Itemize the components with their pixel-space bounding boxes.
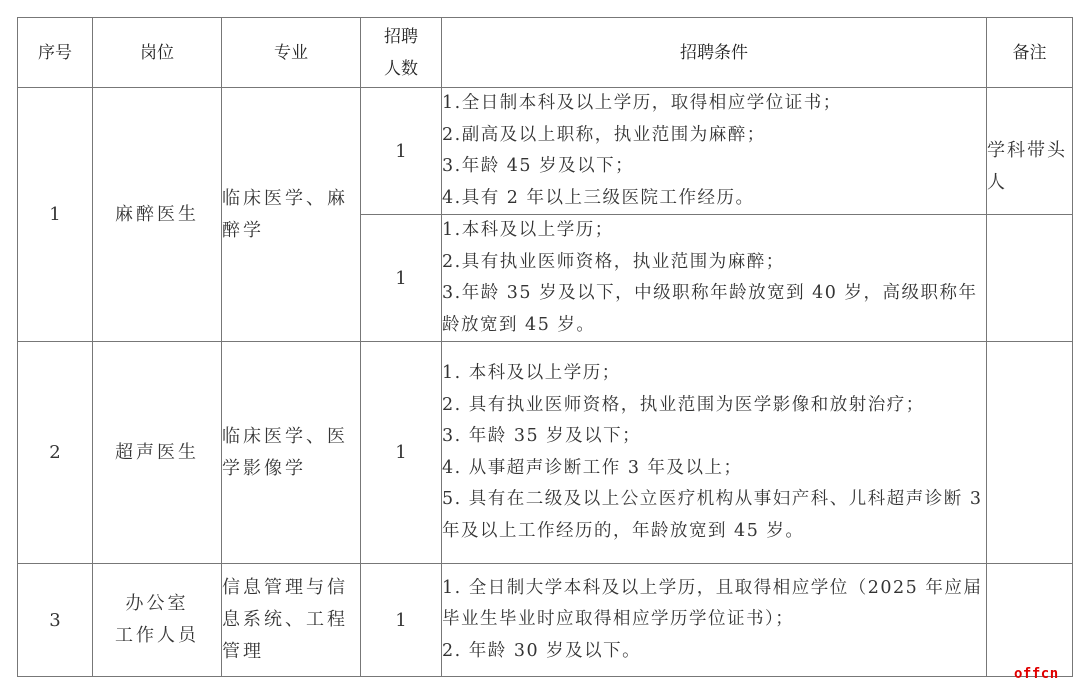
remarks-text: 学科带头人 — [987, 140, 1067, 193]
cell-major: 临床医学、麻醉学 — [222, 88, 361, 342]
condition-item: 3. 年龄 35 岁及以下； — [442, 426, 642, 446]
cell-position: 超声医生 — [93, 342, 222, 564]
condition-item: 1. 本科及以上学历； — [442, 363, 621, 383]
condition-item: 1. 全日制大学本科及以上学历，且取得相应学位（2025 年应届毕业生毕业时应取得相应学历学位证书）； — [442, 577, 983, 630]
recruitment-table — [17, 17, 1073, 677]
header-position: 岗位 — [93, 18, 222, 88]
condition-item: 3.年龄 35 岁及以下，中级职称年龄放宽到 40 岁，高级职称年龄放宽到 45 岁。 — [442, 283, 978, 335]
header-count — [361, 18, 442, 88]
table-row — [18, 88, 1073, 215]
header-no: 序号 — [18, 18, 93, 88]
position-line: 办公室 — [125, 593, 189, 614]
condition-item: 2. 具有执业医师资格，执业范围为医学影像和放射治疗； — [442, 394, 925, 415]
cell-no: 3 — [18, 564, 93, 677]
cell-position: 麻醉医生 — [93, 88, 222, 342]
cell-remarks — [987, 342, 1073, 564]
cell-no: 1 — [18, 88, 93, 342]
cell-conditions — [442, 215, 987, 342]
condition-item: 2.具有执业医师资格，执业范围为麻醉； — [442, 251, 785, 272]
cell-remarks — [987, 215, 1073, 342]
cell-count: 1 — [361, 342, 442, 564]
condition-item: 5. 具有在二级及以上公立医疗机构从事妇产科、儿科超声诊断 3 年及以上工作经历的，年龄放宽到 45 岁。 — [442, 489, 983, 541]
cell-conditions — [442, 342, 987, 564]
cell-count: 1 — [361, 88, 442, 215]
header-remarks: 备注 — [987, 18, 1073, 88]
cell-remarks — [987, 88, 1073, 215]
cell-remarks — [987, 564, 1073, 677]
condition-item: 2. 年龄 30 岁及以下。 — [442, 640, 642, 661]
table-row — [18, 342, 1073, 564]
cell-count: 1 — [361, 564, 442, 677]
condition-item: 3.年龄 45 岁及以下； — [442, 156, 635, 176]
watermark-logo: offcn — [1014, 666, 1059, 682]
cell-major: 信息管理与信息系统、工程管理 — [222, 564, 361, 677]
cell-conditions — [442, 88, 987, 215]
cell-count: 1 — [361, 215, 442, 342]
header-count-line1: 招聘 — [384, 26, 418, 47]
cell-position — [93, 564, 222, 677]
header-major: 专业 — [222, 18, 361, 88]
position-line: 工作人员 — [115, 625, 199, 646]
cell-major: 临床医学、医学影像学 — [222, 342, 361, 564]
header-conditions: 招聘条件 — [442, 18, 987, 88]
header-row — [18, 18, 1073, 88]
cell-no: 2 — [18, 342, 93, 564]
condition-item: 4.具有 2 年以上三级医院工作经历。 — [442, 187, 755, 208]
condition-item: 2.副高及以上职称，执业范围为麻醉； — [442, 124, 766, 145]
header-count-line2: 人数 — [384, 58, 418, 79]
table-row — [18, 564, 1073, 677]
condition-item: 1.本科及以上学历； — [442, 220, 614, 240]
cell-conditions — [442, 564, 987, 677]
condition-item: 4. 从事超声诊断工作 3 年及以上； — [442, 457, 743, 478]
condition-item: 1.全日制本科及以上学历，取得相应学位证书； — [442, 93, 842, 113]
